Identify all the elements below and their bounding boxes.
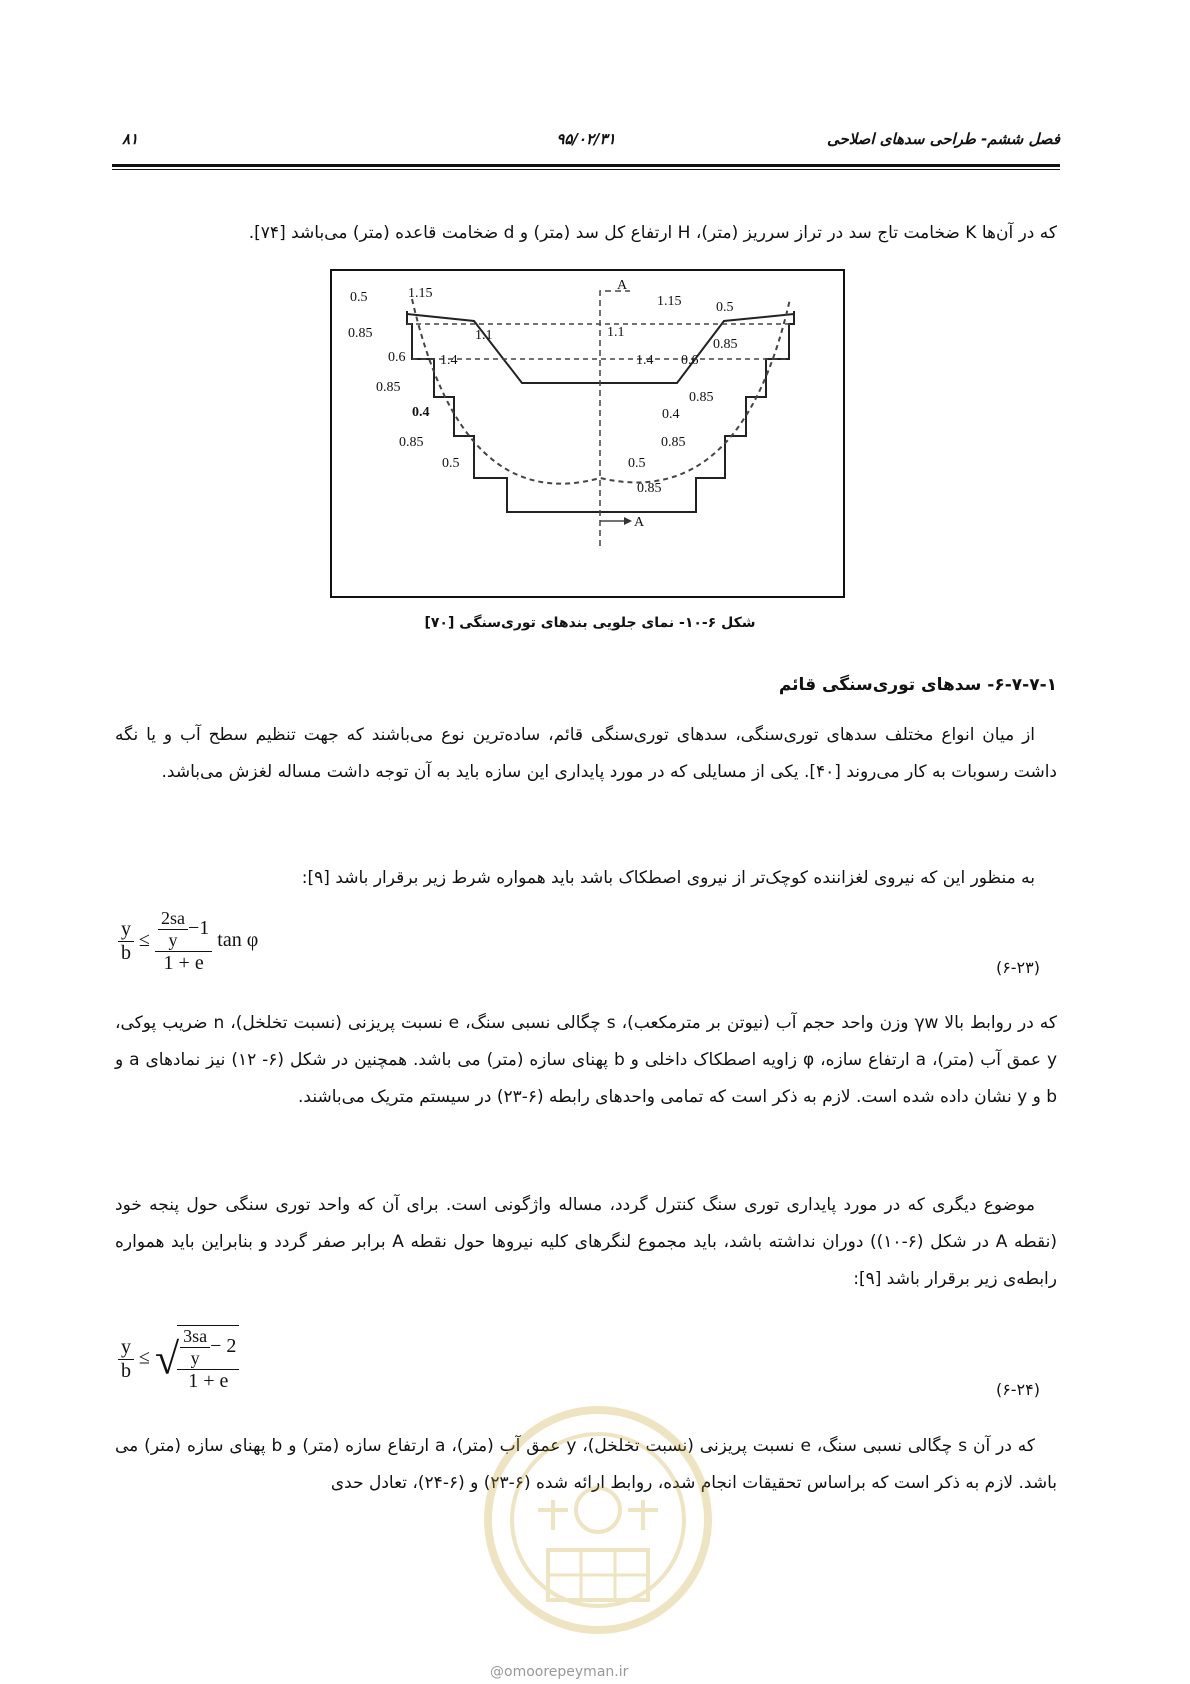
point-label-a: A <box>617 278 628 293</box>
header-date: ۹۵/۰۲/۳۱ <box>556 130 616 148</box>
dim-label: 0.85 <box>661 435 686 450</box>
header-rule-thick <box>112 164 1060 167</box>
paragraph-intro: که در آن‌ها K ضخامت تاج سد در تراز سرریز (متر)، H ارتفاع کل سد (متر) و d ضخامت قاعده (متر) می‌باشد [۷۴]. <box>248 223 1057 243</box>
point-label-a: A <box>634 515 645 530</box>
eq-tan-phi: tan φ <box>217 929 259 952</box>
gabion-diagram <box>332 271 843 596</box>
dim-label: 1.4 <box>440 353 458 368</box>
dim-label: 0.6 <box>388 350 406 365</box>
dim-label: 0.5 <box>442 456 460 471</box>
paragraph-conclusion: که در آن s چگالی نسبی سنگ، e نسبت پریزنی (نسبت تخلخل)، y عمق آب (متر)، a ارتفاع سازه (متر) و b پهنای سازه (متر) می باشد. لازم به ذکر است که براساس تحقیقات انجام شده، روابط ارائه شده (۶-۲۳) و (۶-۲۴)، تعادل حدی <box>115 1436 1057 1493</box>
parabolic-curve <box>412 299 790 484</box>
dim-label: 0.4 <box>412 405 430 420</box>
paragraph-sliding-condition: به منظور این که نیروی لغزاننده کوچک‌تر از نیروی اصطکاک باشد باید همواره شرط زیر برقرار باشد [۹]: <box>301 868 1035 888</box>
watermark-seal-icon <box>478 1400 718 1640</box>
dim-label: 0.85 <box>689 390 714 405</box>
dim-label: 0.85 <box>637 481 662 496</box>
equation-6-23 <box>118 908 258 975</box>
dim-label: 0.85 <box>376 380 401 395</box>
paragraph-variable-definitions: که در روابط بالا γw وزن واحد حجم آب (نیوتن بر مترمکعب)، s چگالی نسبی سنگ، e نسبت پریزنی (نسبت تخلخل)، n ضریب پوکی، y عمق آب (متر)، a ارتفاع سازه، φ زاویه اصطکاک داخلی و b پهنای سازه (متر) می باشد. همچنین در شکل (۶- ۱۲) نیز نمادهای a و b و y نشان داده شده است. لازم به ذکر است که تمامی واحدهای رابطه (۶-۲۳) در سیستم متریک می‌باشند. <box>115 1013 1058 1107</box>
page-header <box>112 130 1060 154</box>
dim-label: 0.5 <box>716 300 734 315</box>
eq-relation: ≤ <box>139 929 150 952</box>
paragraph-overturning: موضوع دیگری که در مورد پایداری توری سنگ کنترل گردد، مساله واژگونی است. برای آن که واحد توری سنگی حول پنجه خود (نقطه A در شکل (۶-۱۰)) دوران نداشته باشد، باید مجموع لنگرهای کلیه نیروها حول نقطه A برابر صفر گردد و بنابراین باید همواره رابطه‌ی زیر برقرار باشد [۹]: <box>115 1195 1057 1289</box>
page-number: ۸۱ <box>122 130 139 148</box>
dim-label: 0.5 <box>350 290 368 305</box>
section-title: ۶-۷-۷-۱- سدهای توری‌سنگی قائم <box>778 675 1057 695</box>
dim-label: 1.4 <box>636 353 654 368</box>
equation-number-23: (۶-۲۳) <box>995 958 1040 977</box>
dim-label: 0.85 <box>713 337 738 352</box>
dim-label: 0.85 <box>348 326 373 341</box>
sqrt-sign: √ <box>154 1334 180 1384</box>
eq-rhs-fraction: $\frac{3sa}{y}$ − 2 1 + e <box>177 1325 239 1393</box>
equation-number-24: (۶-۲۴) <box>995 1380 1040 1399</box>
arrow-head <box>624 517 632 525</box>
dim-label: 1.1 <box>607 325 625 340</box>
paragraph-vertical-gabion: از میان انواع مختلف سدهای توری‌سنگی، سدهای توری‌سنگی قائم، ساده‌ترین نوع می‌باشند که جهت تنظیم سطح آب و یا نگه داشت رسوبات به کار می‌روند [۴۰]. یکی از مسایلی که در مورد پایداری این سازه باید به آن توجه داشت مساله لغزش می‌باشد. <box>115 725 1057 782</box>
dim-label: 1.15 <box>657 294 682 309</box>
dim-label: 0.6 <box>681 353 699 368</box>
dim-label: 1.15 <box>408 286 433 301</box>
figure-caption: شکل ۶-۱۰- نمای جلویی بندهای توری‌سنگی [۷۰] <box>424 615 756 631</box>
equation-6-24 <box>118 1325 239 1393</box>
eq-lhs-fraction: $\frac{y}{b}$ <box>118 918 134 965</box>
footer-site: @omoorepeyman.ir <box>490 1664 629 1680</box>
dim-label: 0.5 <box>628 456 646 471</box>
eq-lhs-fraction: $\frac{y}{b}$ <box>118 1336 134 1383</box>
eq-rhs-fraction: $\frac{2sa}{y}$ −1 1 + e <box>155 908 212 975</box>
figure-gabion-front-view <box>330 269 845 598</box>
dim-label: 0.4 <box>662 407 680 422</box>
chapter-title: فصل ششم- طراحی سدهای اصلاحی <box>826 130 1060 148</box>
dim-label: 0.85 <box>399 435 424 450</box>
header-rule-thin <box>112 169 1060 170</box>
dim-label: 1.1 <box>475 328 493 343</box>
eq-relation: ≤ <box>139 1346 150 1369</box>
